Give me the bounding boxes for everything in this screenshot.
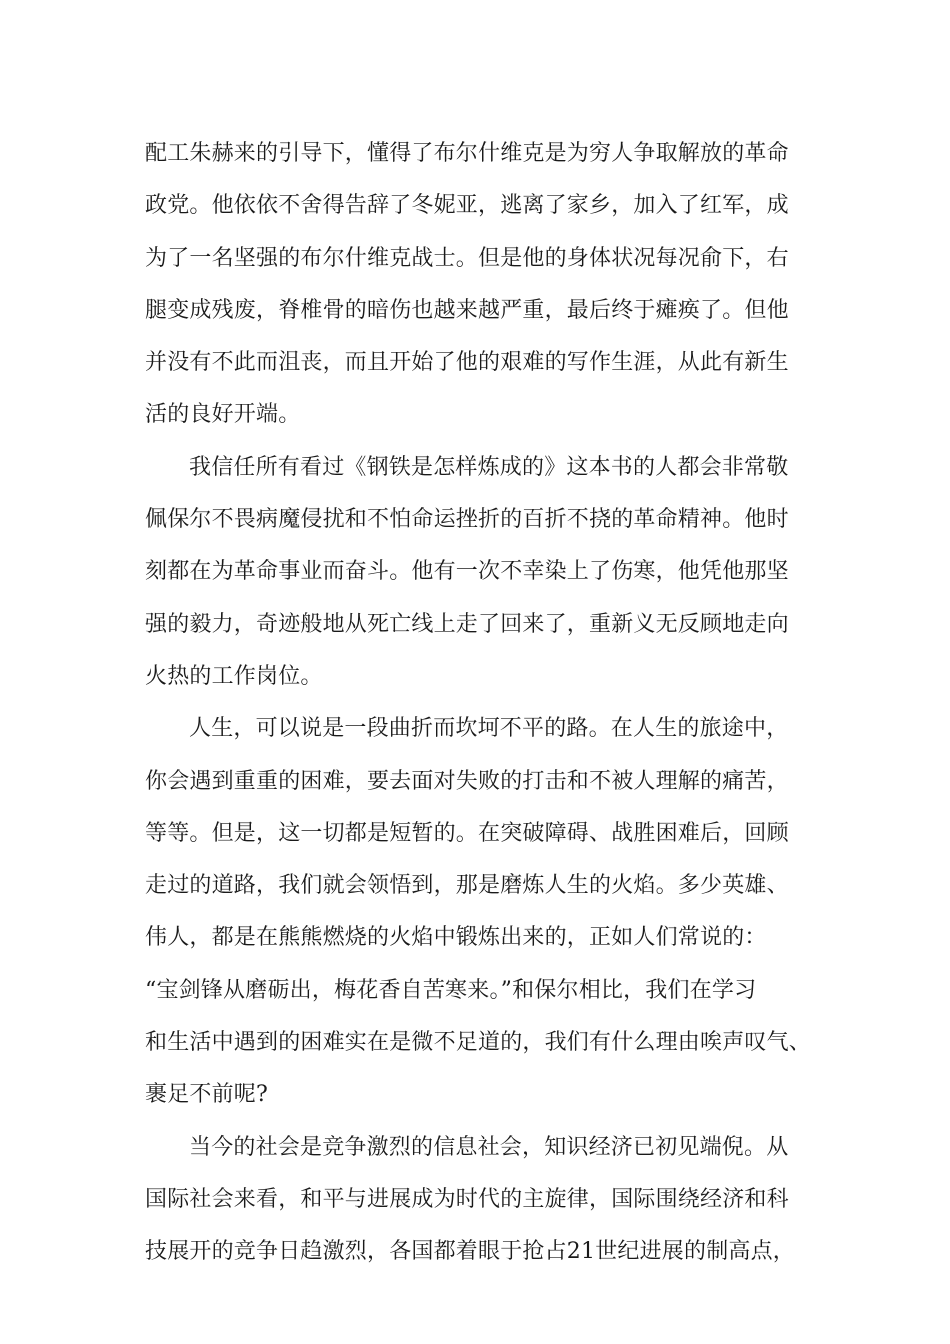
text-line: 腿变成残废，脊椎骨的暗伤也越来越严重，最后终于瘫痪了。但他 — [145, 297, 789, 323]
text-line: 国际社会来看，和平与进展成为时代的主旋律，国际围绕经济和科 — [145, 1186, 789, 1212]
text-line: 强的毅力，奇迹般地从死亡线上走了回来了，重新义无反顾地走向 — [145, 611, 789, 637]
text-line: 火热的工作岗位。 — [145, 663, 323, 689]
text-line: 和生活中遇到的困难实在是微不足道的，我们有什么理由唉声叹气、 — [145, 1030, 812, 1056]
text-line: 走过的道路，我们就会领悟到，那是磨炼人生的火焰。多少英雄、 — [145, 873, 789, 899]
text-line: 政党。他依依不舍得告辞了冬妮亚，逃离了家乡，加入了红军，成 — [145, 193, 789, 219]
text-line: 伟人，都是在熊熊燃烧的火焰中锻炼出来的，正如人们常说的： — [145, 925, 767, 951]
text-line: 佩保尔不畏病魔侵扰和不怕命运挫折的百折不挠的革命精神。他时 — [145, 507, 789, 533]
text-line: 我信任所有看过《钢铁是怎样炼成的》这本书的人都会非常敬 — [189, 454, 789, 480]
text-line: 人生，可以说是一段曲折而坎坷不平的路。在人生的旅途中， — [189, 716, 789, 742]
text-line: 你会遇到重重的困难，要去面对失败的打击和不被人理解的痛苦， — [145, 768, 789, 794]
text-line: 刻都在为革命事业而奋斗。他有一次不幸染上了伤寒，他凭他那坚 — [145, 559, 789, 585]
text-line: “宝剑锋从磨砺出，梅花香自苦寒来。”和保尔相比，我们在学习 — [145, 977, 757, 1003]
text-line: 技展开的竞争日趋激烈，各国都着眼于抢占21世纪进展的制高点， — [145, 1239, 795, 1265]
text-line: 为了一名坚强的布尔什维克战士。但是他的身体状况每况俞下，右 — [145, 245, 789, 271]
text-line: 等等。但是，这一切都是短暂的。在突破障碍、战胜困难后，回顾 — [145, 820, 789, 846]
text-line: 配工朱赫来的引导下，懂得了布尔什维克是为穷人争取解放的革命 — [145, 141, 789, 166]
text-line: 并没有不此而沮丧，而且开始了他的艰难的写作生涯，从此有新生 — [145, 350, 789, 376]
body-text — [145, 128, 825, 1279]
text-line: 裹足不前呢? — [145, 1082, 268, 1108]
text-line: 当今的社会是竞争激烈的信息社会，知识经济已初见端倪。从 — [189, 1134, 789, 1160]
text-line: 活的良好开端。 — [145, 402, 301, 428]
